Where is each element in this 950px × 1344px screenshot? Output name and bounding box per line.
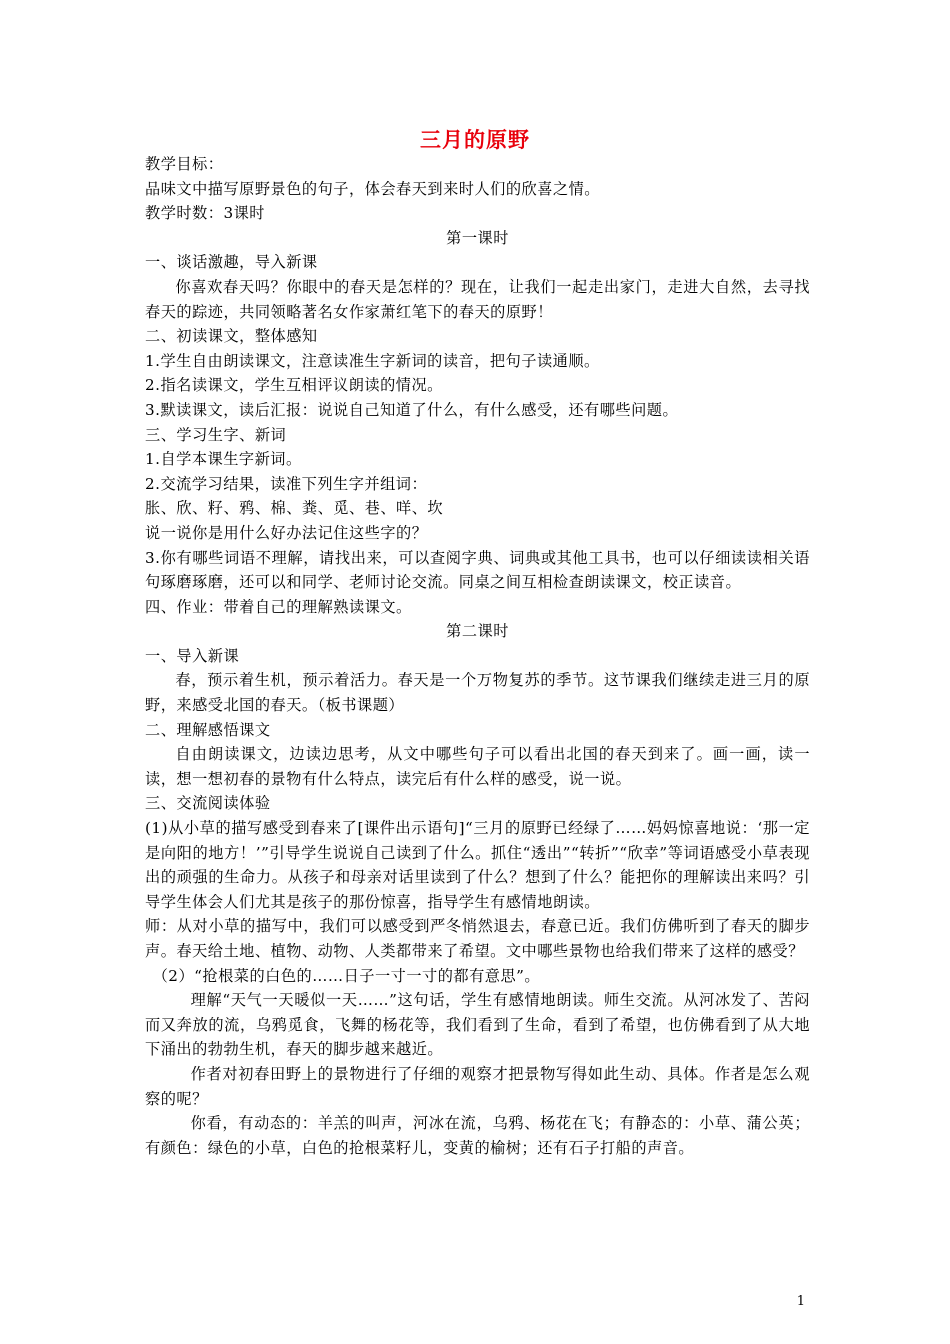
lesson2-section1-text: 春，预示着生机，预示着活力。春天是一个万物复苏的季节。这节课我们继续走进三月的原野，来感受北国的春天。（板书课题） [145, 671, 810, 715]
lesson1-section2-item: 3.默读课文，读后汇报：说说自己知道了什么，有什么感受，还有哪些问题。 [145, 400, 679, 419]
lesson1-section2-item: 1.学生自由朗读课文，注意读准生字新词的读音，把句子读通顺。 [145, 351, 600, 370]
document-body [145, 152, 810, 1160]
lesson1-section4: 四、作业：带着自己的理解熟读课文。 [145, 597, 412, 616]
lesson1-section3: 三、学习生字、新词 [145, 425, 287, 444]
lesson1-heading: 第一课时 [446, 228, 509, 247]
lesson1-section2-item: 2.指名读课文，学生互相评议朗读的情况。 [145, 376, 443, 395]
lesson2-paragraph: 作者对初春田野上的景物进行了仔细的观察才把景物写得如此生动、具体。作者是怎么观察的呢？ [145, 1064, 810, 1108]
objective-label: 教学目标： [145, 155, 224, 173]
lesson1-section1-text: 你喜欢春天吗？你眼中的春天是怎样的？现在，让我们一起走出家门，走进大自然，去寻找春天的踪迹，共同领略著名女作家萧红笔下的春天的原野！ [145, 277, 810, 321]
lesson1-section3-item: 1.自学本课生字新词。 [145, 450, 302, 469]
lesson2-paragraph: 理解“天气一天暖似一天……”这句话，学生有感情地朗读。师生交流。从河冰发了、苦闷而又奔放的流，乌鸦觅食，飞舞的杨花等，我们看到了生命，看到了希望，也仿佛看到了从大地下涌出的勃勃生机，春天的脚步越来越近。 [145, 991, 810, 1059]
lesson2-section3: 三、交流阅读体验 [145, 794, 271, 813]
lesson1-section2: 二、初读课文，整体感知 [145, 327, 318, 346]
new-characters-list: 胀、欣、籽、鸦、棉、粪、觅、巷、咩、坎 [145, 499, 444, 518]
lesson1-section1: 一、谈话激趣，导入新课 [145, 253, 318, 272]
lesson1-section3-item: 3.你有哪些词语不理解，请找出来，可以查阅字典、词典或其他工具书，也可以仔细读读相关语句琢磨琢磨，还可以和同学、老师讨论交流。同桌之间互相检查朗读课文，校正读音。 [145, 548, 810, 592]
lesson1-section3-item: 说一说你是用什么好办法记住这些字的？ [145, 523, 428, 542]
lesson2-paragraph: (1)从小草的描写感受到春来了[课件出示语句]“三月的原野已经绿了……妈妈惊喜地说：‘那一定是向阳的地方！’”引导学生说说自己读到了什么。抓住“透出”“转折”“欣幸”等词语感受小草表现出的顽强的生命力。从孩子和母亲对话里读到了什么？想到了什么？能把你的理解读出来吗？引导学生体会人们尤其是孩子的那份惊喜，指导学生有感情地朗读。 [145, 819, 810, 911]
document-title: 三月的原野 [420, 128, 530, 152]
page-number: 1 [796, 1294, 805, 1309]
lesson2-section2: 二、理解感悟课文 [145, 720, 271, 739]
lesson2-paragraph: 你看，有动态的：羊羔的叫声，河冰在流，乌鸦、杨花在飞；有静态的：小草、蒲公英；有颜色：绿色的小草，白色的抢根菜籽儿，变黄的榆树；还有石子打船的声音。 [145, 1114, 810, 1157]
objective-text: 品味文中描写原野景色的句子，体会春天到来时人们的欣喜之情。 [145, 179, 600, 198]
lesson2-paragraph: （2）“抢根菜的白色的……日子一寸一寸的都有意思”。 [152, 966, 541, 985]
lesson2-section1: 一、导入新课 [145, 646, 240, 665]
lesson2-paragraph: 师：从对小草的描写中，我们可以感受到严冬悄然退去，春意已近。我们仿佛听到了春天的脚步声。春天给土地、植物、动物、人类都带来了希望。文中哪些景物也给我们带来了这样的感受？ [145, 917, 810, 960]
lesson-hours: 教学时数：3课时 [145, 204, 265, 223]
lesson2-heading: 第二课时 [446, 622, 509, 641]
lesson2-section2-text: 自由朗读课文，边读边思考，从文中哪些句子可以看出北国的春天到来了。画一画，读一读，想一想初春的景物有什么特点，读完后有什么样的感受，说一说。 [145, 745, 810, 788]
lesson1-section3-item: 2.交流学习结果，读准下列生字并组词： [145, 474, 428, 493]
